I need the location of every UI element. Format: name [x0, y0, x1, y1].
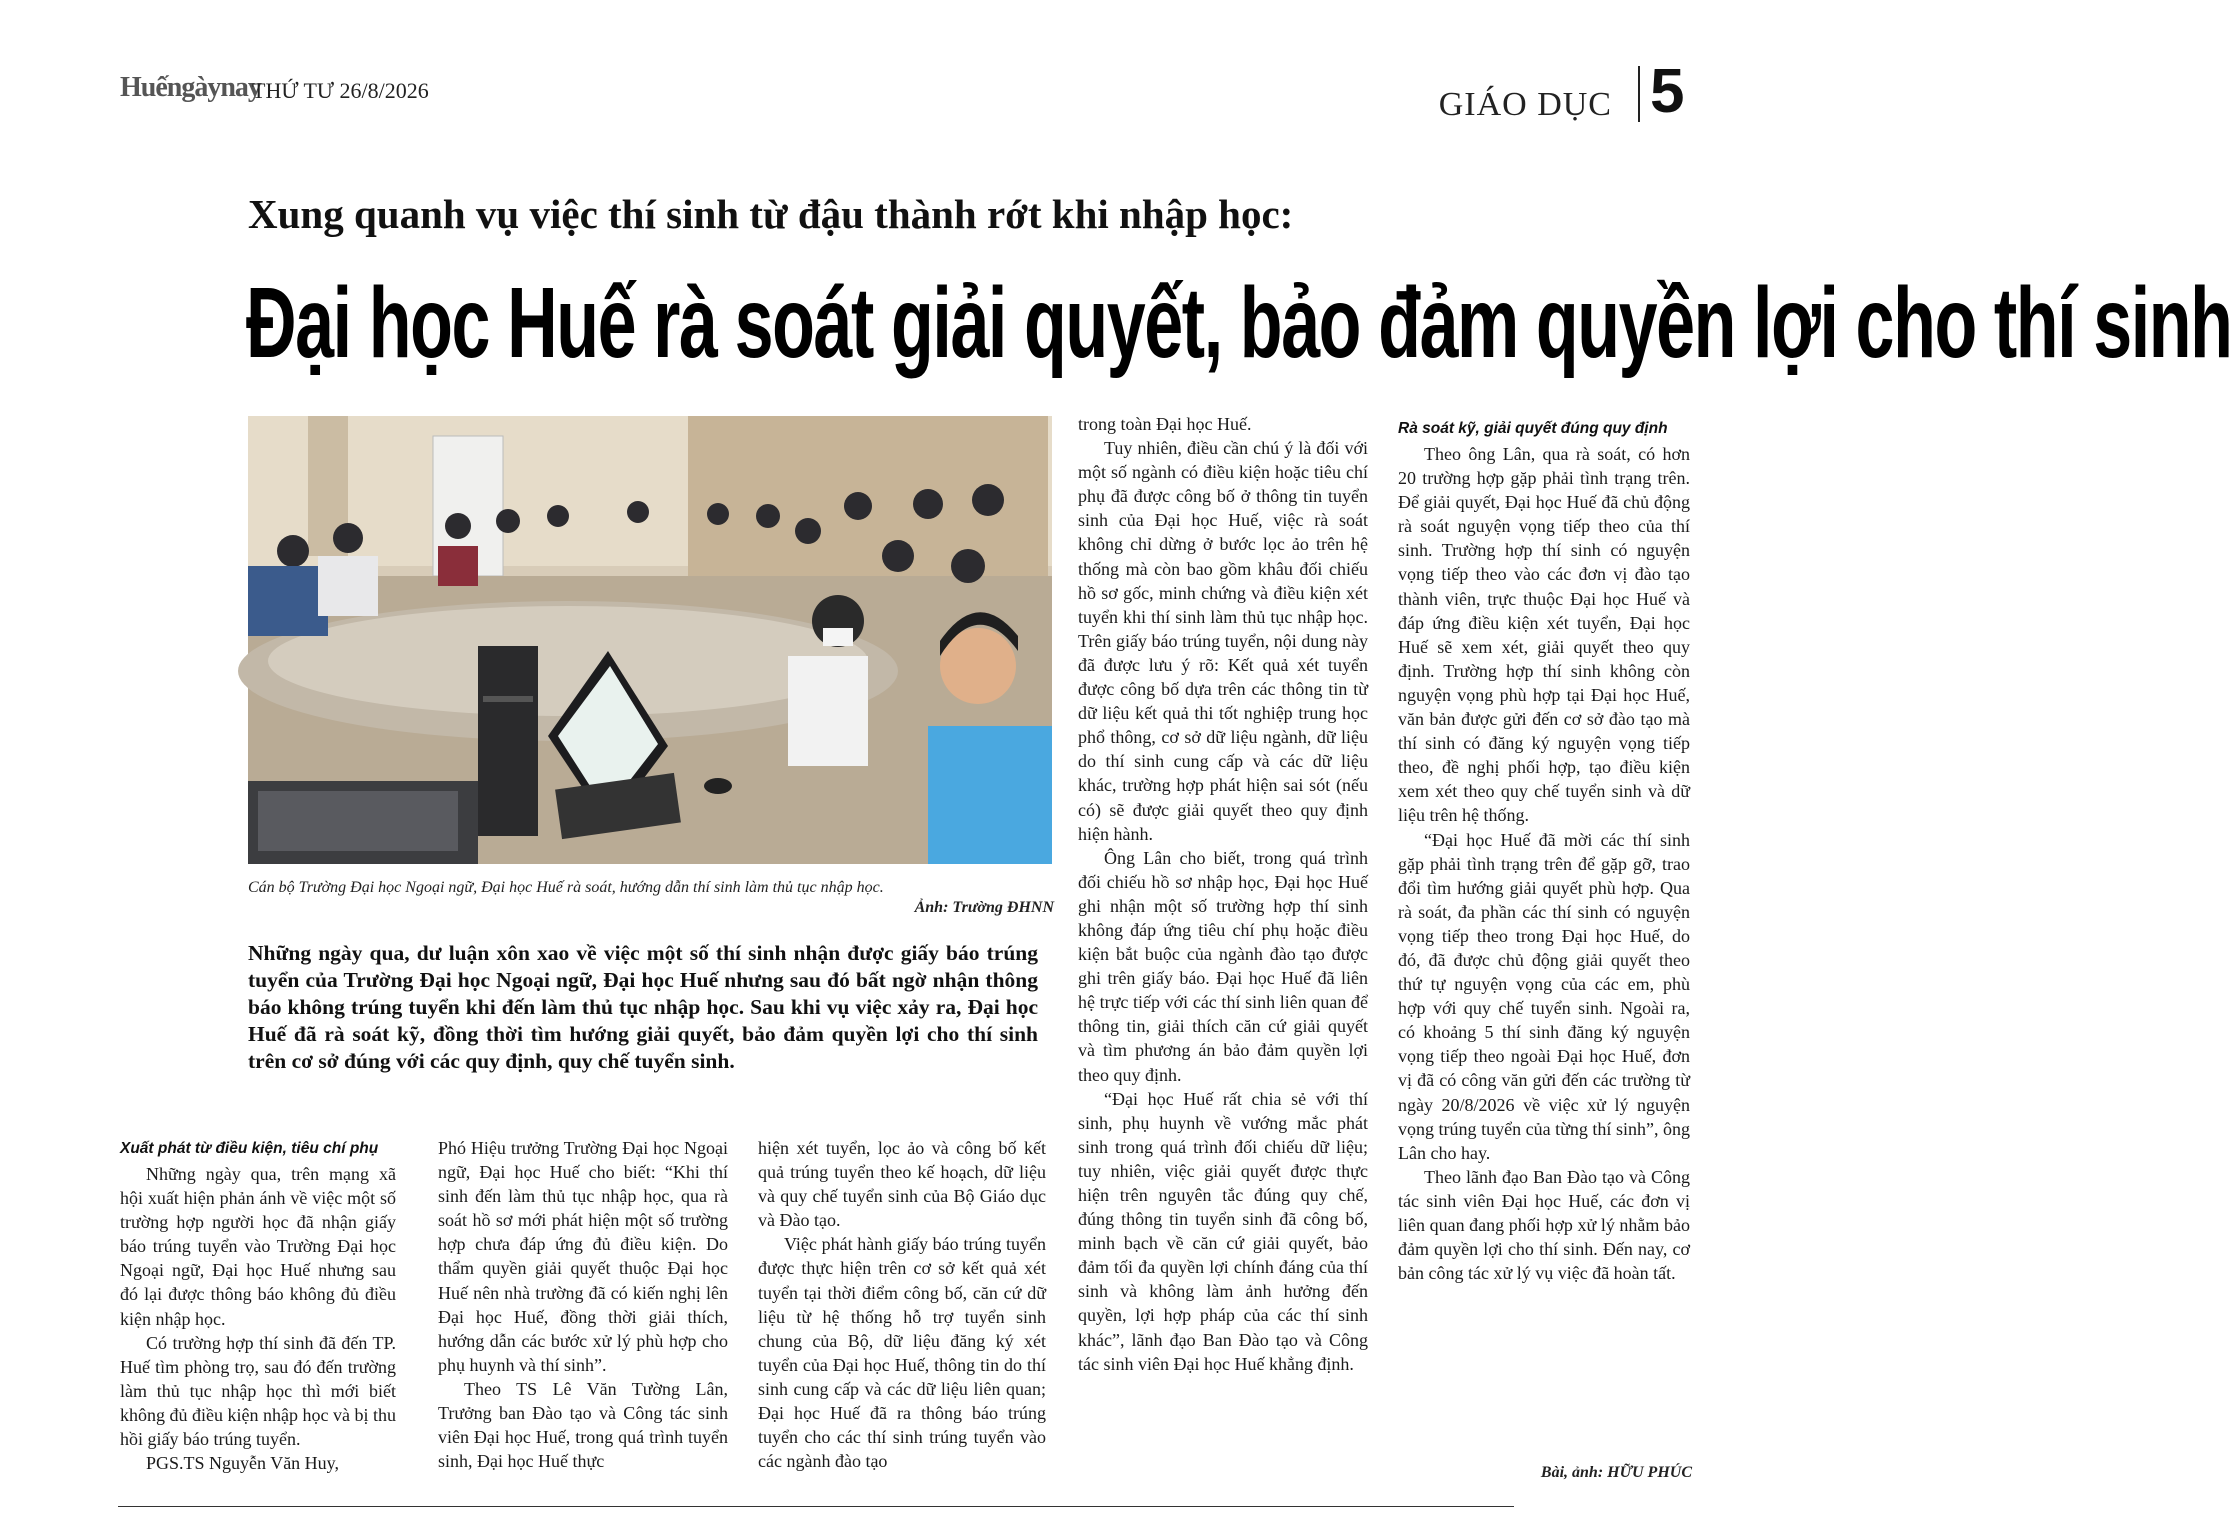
paragraph: Tuy nhiên, điều cần chú ý là đối với một số ngành có điều kiện hoặc tiêu chí phụ đã được công bố ở thông tin tuyển sinh của Đại học Huế, việc rà soát không chỉ dừng ở bước lọc ảo trên hệ thống mà còn bao gồm khâu đối chiếu hồ sơ gốc, minh chứng và điều kiện xét tuyển khi thí sinh làm thủ tục nhập học. Trên giấy báo trúng tuyển, nội dung này đã được lưu ý rõ: Kết quả xét tuyển được công bố dựa trên các thông tin từ dữ liệu kết quả thi tốt nghiệp trung học phổ thông, cơ sở dữ liệu ngành, dữ liệu do thí sinh cung cấp và các dữ liệu khác, trường hợp phát hiện sai sót (nếu có) sẽ được giải quyết theo quy định hiện hành. [1078, 438, 1368, 844]
column-3 [758, 1136, 1046, 1473]
column-2 [438, 1136, 728, 1473]
article-kicker: Xung quanh vụ việc thí sinh từ đậu thành rớt khi nhập học: [248, 191, 1294, 237]
section-name: GIÁO DỤC [1438, 86, 1612, 123]
page-number: 5 [1650, 57, 1685, 126]
paragraph: Có trường hợp thí sinh đã đến TP. Huế tìm phòng trọ, sau đó đến trường làm thủ tục nhập học thì mới biết không đủ điều kiện nhập học và bị thu hồi giấy báo trúng tuyển. [120, 1332, 396, 1450]
article-photo [248, 416, 1052, 864]
issue-date: THỨ TƯ 26/8/2026 [252, 78, 429, 103]
masthead-logo: Huếngàynay [120, 72, 261, 103]
photo-caption [248, 878, 1054, 918]
header-divider [1638, 66, 1640, 122]
paragraph: hiện xét tuyển, lọc ảo và công bố kết quả trúng tuyển theo kế hoạch, dữ liệu và quy chế tuyển sinh của Bộ Giáo dục và Đào tạo. [758, 1138, 1046, 1231]
column-1 [120, 1138, 396, 1475]
paragraph: Phó Hiệu trưởng Trường Đại học Ngoại ngữ, Đại học Huế cho biết: “Khi thí sinh đến làm thủ tục nhập học, qua rà soát hồ sơ mới phát hiện một số trường hợp chưa đáp ứng đủ điều kiện. Do thẩm quyền giải quyết thuộc Đại học Huế nên nhà trường đã có kiến nghị lên Đại học Huế, đồng thời giải thích, hướng dẫn các bước xử lý phù hợp cho phụ huynh và thí sinh”. [438, 1138, 728, 1375]
photo-credit: Ảnh: Trường ĐHNN [914, 899, 1054, 916]
paragraph: PGS.TS Nguyễn Văn Huy, [146, 1453, 340, 1474]
subhead-2: Rà soát kỹ, giải quyết đúng quy định [1398, 420, 1668, 437]
paragraph: Theo ông Lân, qua rà soát, có hơn 20 trường hợp gặp phải tình trạng trên. Để giải quyết, Đại học Huế đã chủ động rà soát nguyện vọng tiếp theo của thí sinh. Trường hợp thí sinh có nguyện vọng tiếp theo vào các đơn vị đào tạo thành viên, trực thuộc Đại học Huế và đáp ứng điều kiện xét tuyển, Đại học Huế sẽ xem xét, giải quyết theo quy định. Trường hợp thí sinh không còn nguyện vọng phù hợp tại Đại học Huế, văn bản được gửi đến cơ sở đào tạo mà thí sinh có đăng ký nguyện vọng tiếp theo, đề nghị phối hợp, tạo điều kiện xem xét theo quy chế tuyển sinh và dữ liệu trên hệ thống. [1398, 444, 1690, 826]
article-sapo: Những ngày qua, dư luận xôn xao về việc một số thí sinh nhận được giấy báo trúng tuyển của Trường Đại học Ngoại ngữ, Đại học Huế nhưng sau đó bất ngờ nhận thông báo không trúng tuyển khi đến làm thủ tục nhập học. Sau khi vụ việc xảy ra, Đại học Huế đã rà soát kỹ, đồng thời tìm hướng giải quyết, bảo đảm quyền lợi cho thí sinh trên cơ sở đúng với các quy định, quy chế tuyển sinh. [248, 941, 1038, 1073]
byline: Bài, ảnh: HỮU PHÚC [1540, 1464, 1692, 1481]
column-5 [1398, 418, 1690, 1285]
paragraph: “Đại học Huế đã mời các thí sinh gặp phải tình trạng trên để gặp gỡ, trao đổi tìm hướng giải quyết phù hợp. Qua rà soát, đa phần các thí sinh có nguyện vọng tiếp theo trong Đại học Huế, do đó, đã được chủ động giải quyết theo thứ tự nguyện vọng của các em, phù hợp với quy chế tuyển sinh. Ngoài ra, có khoảng 5 thí sinh đăng ký nguyện vọng tiếp theo ngoài Đại học Huế, đơn vị đã có công văn gửi đến các trường từ ngày 20/8/2026 về việc xử lý nguyện vọng trúng tuyển của từng thí sinh”, ông Lân cho hay. [1398, 829, 1690, 1163]
paragraph: Những ngày qua, trên mạng xã hội xuất hiện phản ánh về việc một số trường hợp người học đã nhận giấy báo trúng tuyển vào Trường Đại học Ngoại ngữ, Đại học Huế nhưng sau đó lại được thông báo không đủ điều kiện nhập học. [120, 1164, 396, 1329]
paragraph: Theo lãnh đạo Ban Đào tạo và Công tác sinh viên Đại học Huế, các đơn vị liên quan đang phối hợp xử lý nhằm bảo đảm quyền lợi cho thí sinh. Đến nay, cơ bản công tác xử lý vụ việc đã hoàn tất. [1398, 1166, 1690, 1284]
caption-text: Cán bộ Trường Đại học Ngoại ngữ, Đại học Huế rà soát, hướng dẫn thí sinh làm thủ tục nhập học. [248, 879, 884, 896]
photo-illustration [248, 416, 1052, 864]
paragraph: trong toàn Đại học Huế. [1078, 414, 1252, 434]
column-4 [1078, 412, 1368, 1376]
paragraph: Ông Lân cho biết, trong quá trình đối chiếu hồ sơ nhập học, Đại học Huế ghi nhận một số trường hợp thí sinh không đáp ứng tiêu chí phụ hoặc điều kiện bắt buộc của ngành đào tạo được ghi trên giấy báo. Đại học Huế đã liên hệ trực tiếp với các thí sinh liên quan để thông tin, giải thích căn cứ giải quyết và tìm phương án bảo đảm quyền lợi theo quy định. [1078, 847, 1368, 1085]
paragraph: Theo TS Lê Văn Tường Lân, Trưởng ban Đào tạo và Công tác sinh viên Đại học Huế, trong quá trình tuyển sinh, Đại học Huế thực [438, 1378, 728, 1472]
paragraph: “Đại học Huế rất chia sẻ với thí sinh, phụ huynh về vướng mắc phát sinh trong quá trình đối chiếu dữ liệu; tuy nhiên, việc giải quyết được thực hiện trên nguyên tắc đúng quy chế, đúng thông tin tuyển sinh đã công bố, minh bạch về căn cứ giải quyết, bảo đảm tối đa quyền lợi chính đáng của thí sinh và không làm ảnh hưởng đến quyền, lợi hợp pháp của các thí sinh khác”, lãnh đạo Ban Đào tạo và Công tác sinh viên Đại học Huế khẳng định. [1078, 1088, 1368, 1374]
bottom-rule [118, 1506, 1514, 1507]
paragraph: Việc phát hành giấy báo trúng tuyển được thực hiện trên cơ sở kết quả xét tuyển tại thời điểm công bố, căn cứ dữ liệu từ hệ thống hỗ trợ tuyển sinh chung của Bộ, dữ liệu đăng ký xét tuyển của Đại học Huế, thông tin do thí sinh cung cấp và các dữ liệu liên quan; Đại học Huế đã ra thông báo trúng tuyển cho các thí sinh trúng tuyển vào các ngành đào tạo [758, 1234, 1046, 1472]
subhead-1: Xuất phát từ điều kiện, tiêu chí phụ [120, 1140, 379, 1157]
article-headline: Đại học Huế rà soát giải quyết, bảo đảm quyền lợi cho thí sinh [246, 267, 2232, 379]
